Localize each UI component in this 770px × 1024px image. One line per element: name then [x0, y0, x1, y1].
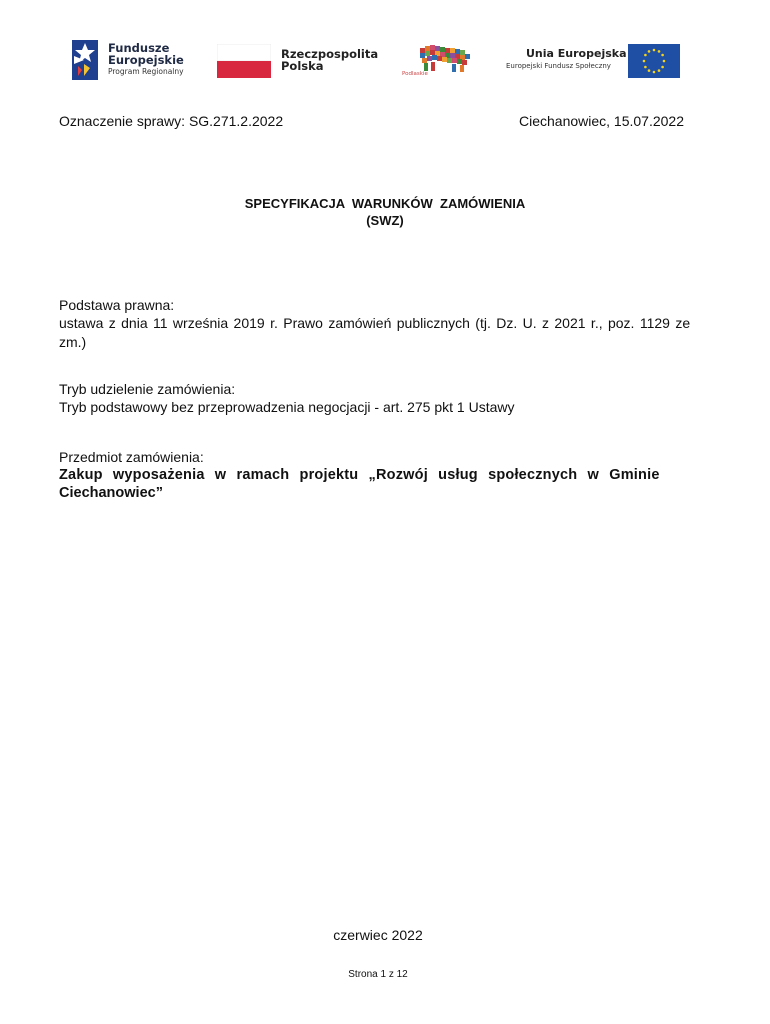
legal-basis-line2: zm.) — [59, 334, 87, 350]
fe-logo-line3: Program Regionalny — [108, 67, 184, 77]
eu-funds-star-icon — [70, 38, 100, 82]
ue-logo — [506, 42, 686, 80]
subject-section — [59, 449, 696, 501]
podlaskie-logo-label: Podlaskie — [402, 71, 428, 77]
legal-basis-section — [59, 297, 696, 350]
ue-logo-line1: Unia Europejska — [526, 47, 627, 60]
rp-logo-line1: Rzeczpospolita — [281, 47, 379, 61]
eu-flag-icon — [628, 44, 680, 78]
rp-logo — [217, 44, 377, 80]
procurement-mode-value: Tryb podstawowy bez przeprowadzenia negocjacji - art. 275 pkt 1 Ustawy — [59, 399, 515, 415]
subject-line2: Ciechanowiec” — [59, 485, 163, 501]
fe-logo-line1: Fundusze — [108, 41, 170, 55]
procurement-mode-section — [59, 381, 696, 415]
case-reference: Oznaczenie sprawy: SG.271.2.2022 — [59, 113, 284, 129]
procurement-mode-label: Tryb udzielenie zamówienia: — [59, 381, 236, 397]
fe-logo-line2: Europejskie — [108, 53, 184, 68]
month-year: czerwiec 2022 — [333, 927, 423, 943]
ue-logo-line2: Europejski Fundusz Społeczny — [506, 61, 611, 70]
polish-flag-icon — [217, 44, 271, 78]
subject-label: Przedmiot zamówienia: — [59, 449, 204, 465]
place-and-date: Ciechanowiec, 15.07.2022 — [518, 113, 684, 129]
legal-basis-line1: ustawa z dnia 11 września 2019 r. Prawo zamówień publicznych (tj. Dz. U. z 2021 r., poz. 1129 ze — [59, 315, 691, 331]
page-number-footer: Strona 1 z 12 — [348, 969, 408, 980]
podlaskie-logo — [400, 40, 476, 82]
fe-logo — [70, 38, 190, 82]
rp-logo-line2: Polska — [281, 59, 324, 74]
legal-basis-label: Podstawa prawna: — [59, 297, 175, 313]
document-title: SPECYFIKACJA WARUNKÓW ZAMÓWIENIA — [244, 196, 526, 211]
document-title-abbr: (SWZ) — [366, 213, 404, 228]
subject-line1: Zakup wyposażenia w ramach projektu „Rozwój usług społecznych w Gminie — [59, 467, 660, 483]
